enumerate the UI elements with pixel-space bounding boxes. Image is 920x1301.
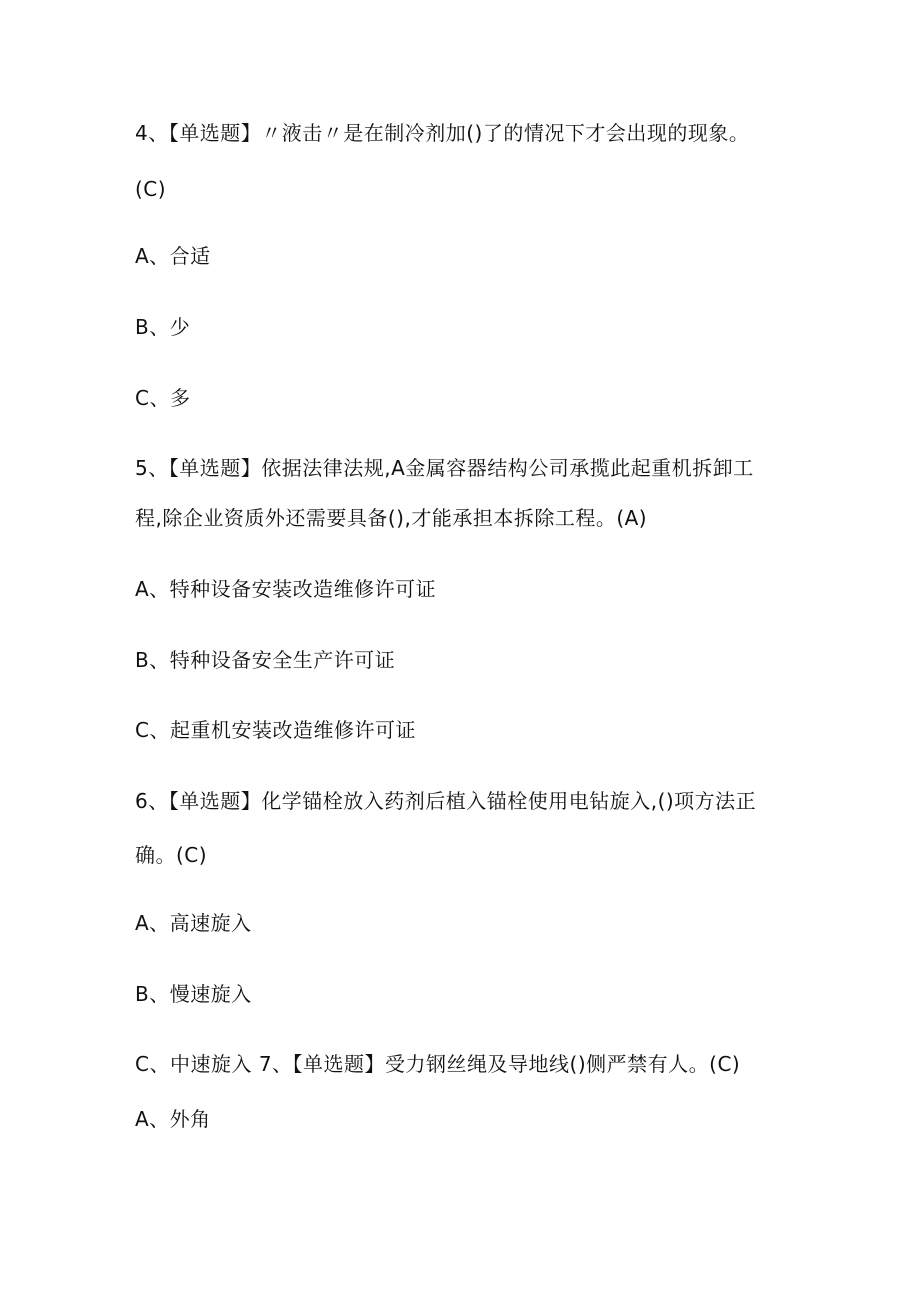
question-6-option-a: A、高速旋入 <box>135 911 252 935</box>
question-4-stem-line-2: (C) <box>135 177 167 201</box>
question-5-option-c: C、起重机安装改造维修许可证 <box>135 718 416 742</box>
question-5-option-b: B、特种设备安全生产许可证 <box>135 648 396 672</box>
question-5-option-a: A、特种设备安装改造维修许可证 <box>135 577 437 601</box>
question-4-option-a: A、合适 <box>135 244 211 268</box>
question-6-stem-line-2: 确。(C) <box>135 843 208 867</box>
question-6-option-b: B、慢速旋入 <box>135 982 252 1006</box>
question-4-stem-line-1: 4、【单选题】〃液击〃是在制冷剂加()了的情况下才会出现的现象。 <box>135 121 750 145</box>
question-5-stem-line-2: 程,除企业资质外还需要具备(),才能承担本拆除工程。(A) <box>135 506 648 530</box>
question-4-option-c: C、多 <box>135 386 191 410</box>
question-7-option-a: A、外角 <box>135 1107 211 1131</box>
question-6-option-c-and-question-7-stem: C、中速旋入 7、【单选题】受力钢丝绳及导地线()侧严禁有人。(C) <box>135 1052 741 1076</box>
question-4-option-b: B、少 <box>135 315 191 339</box>
question-5-stem-line-1: 5、【单选题】依据法律法规,A金属容器结构公司承揽此起重机拆卸工 <box>135 456 754 480</box>
question-6-stem-line-1: 6、【单选题】化学锚栓放入药剂后植入锚栓使用电钻旋入,()项方法正 <box>135 789 757 813</box>
